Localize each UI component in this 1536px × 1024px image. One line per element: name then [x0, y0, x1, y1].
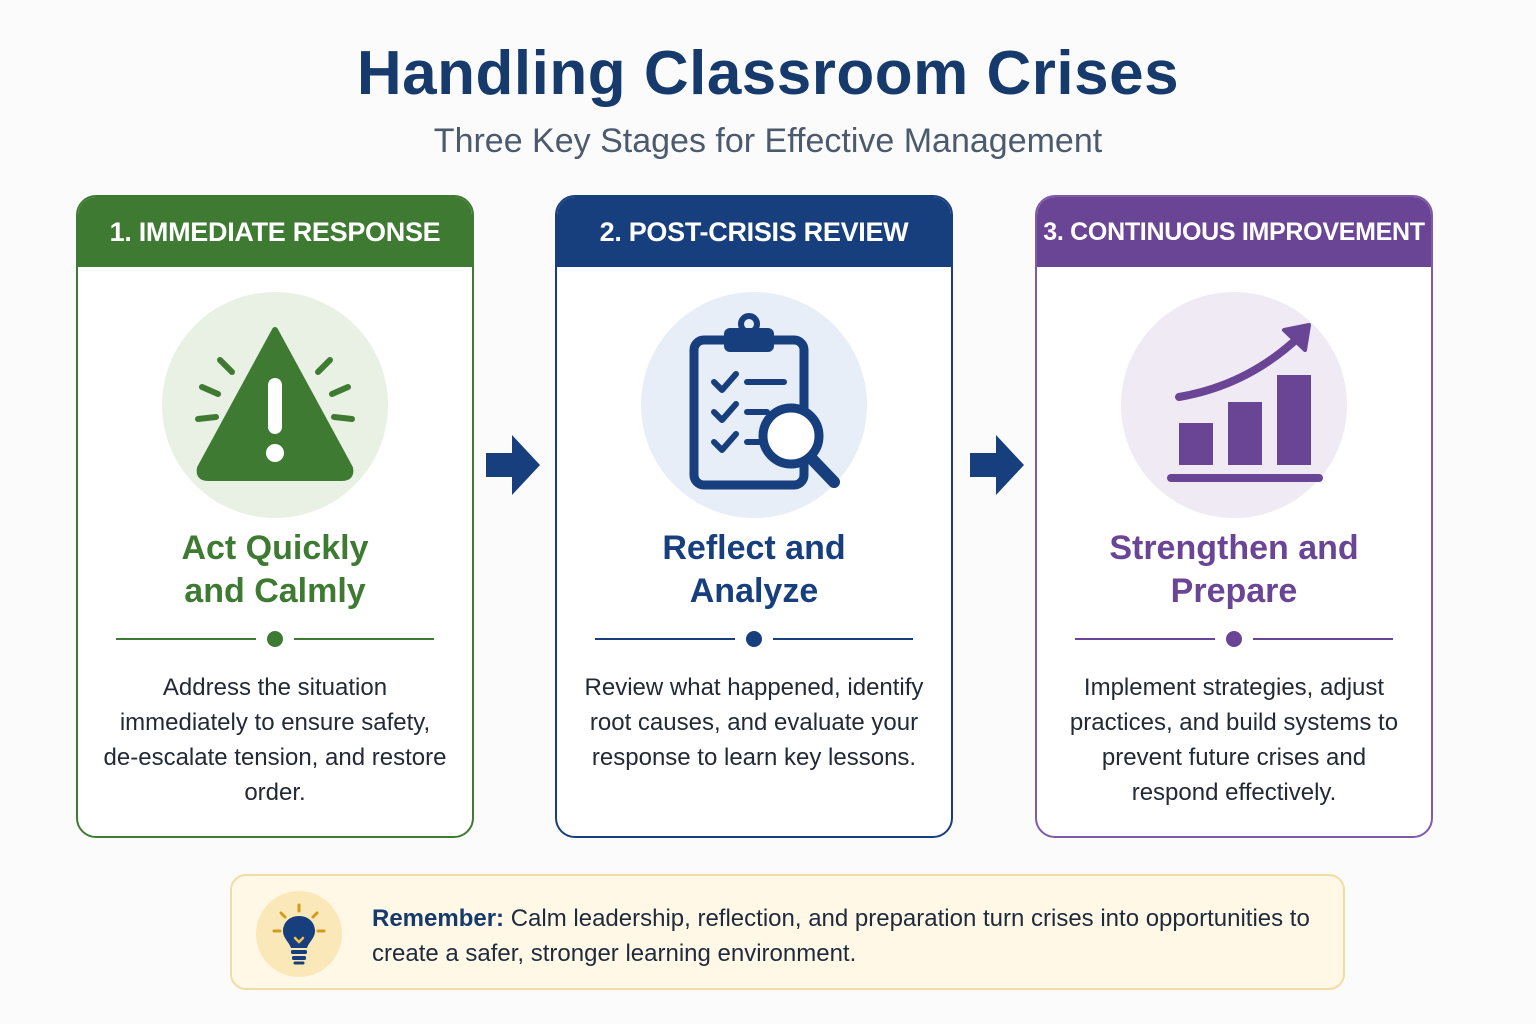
- clipboard-magnifier-icon: [659, 310, 849, 500]
- stage-heading: [1057, 527, 1411, 613]
- remember-message: Calm leadership, reflection, and preparation turn crises into opportunities to create a safer, stronger learning environment.: [372, 905, 1310, 967]
- divider: [116, 630, 434, 648]
- stage-card-continuous-improvement: [1035, 195, 1433, 838]
- stage-heading-line1: Act Quickly: [181, 529, 369, 567]
- warning-triangle-icon: [180, 310, 370, 500]
- stage-heading: [98, 527, 452, 613]
- arrow-right-icon: [484, 433, 542, 497]
- stage-description: Review what happened, identify root causes, and evaluate your response to learn key lessons.: [584, 674, 924, 771]
- stage-heading-line2: and Calmly: [184, 572, 366, 610]
- remember-label: Remember:: [372, 905, 505, 932]
- stage-card-post-crisis-review: [555, 195, 953, 838]
- divider: [1075, 630, 1393, 648]
- growth-chart-icon: [1139, 310, 1329, 500]
- page-title: Handling Classroom Crises: [356, 39, 1180, 108]
- arrow-right-icon: [968, 433, 1026, 497]
- stage-description: Address the situation immediately to ensure safety, de-escalate tension, and restore order.: [103, 674, 447, 806]
- icon-circle: [162, 292, 388, 518]
- stage-heading-line2: Prepare: [1170, 572, 1298, 610]
- lightbulb-icon: [267, 902, 331, 966]
- page-subtitle: Three Key Stages for Effective Management: [433, 122, 1103, 160]
- remember-text: [372, 901, 1327, 971]
- stage-heading-line2: Analyze: [689, 572, 819, 610]
- stage-heading-line1: Reflect and: [662, 529, 846, 567]
- icon-circle: [641, 292, 867, 518]
- stage-description: Implement strategies, adjust practices, and build systems to prevent future crises and respond effectively.: [1069, 674, 1399, 806]
- icon-circle: [1121, 292, 1347, 518]
- stage-header: 2. POST-CRISIS REVIEW: [557, 197, 951, 267]
- stage-header: 3. CONTINUOUS IMPROVEMENT: [1037, 197, 1431, 267]
- stage-card-immediate-response: [76, 195, 474, 838]
- stage-heading-line1: Strengthen and: [1109, 529, 1359, 567]
- stage-heading: [577, 527, 931, 613]
- divider: [595, 630, 913, 648]
- lightbulb-circle: [256, 891, 342, 977]
- remember-callout: [230, 874, 1345, 990]
- stage-header: 1. IMMEDIATE RESPONSE: [78, 197, 472, 267]
